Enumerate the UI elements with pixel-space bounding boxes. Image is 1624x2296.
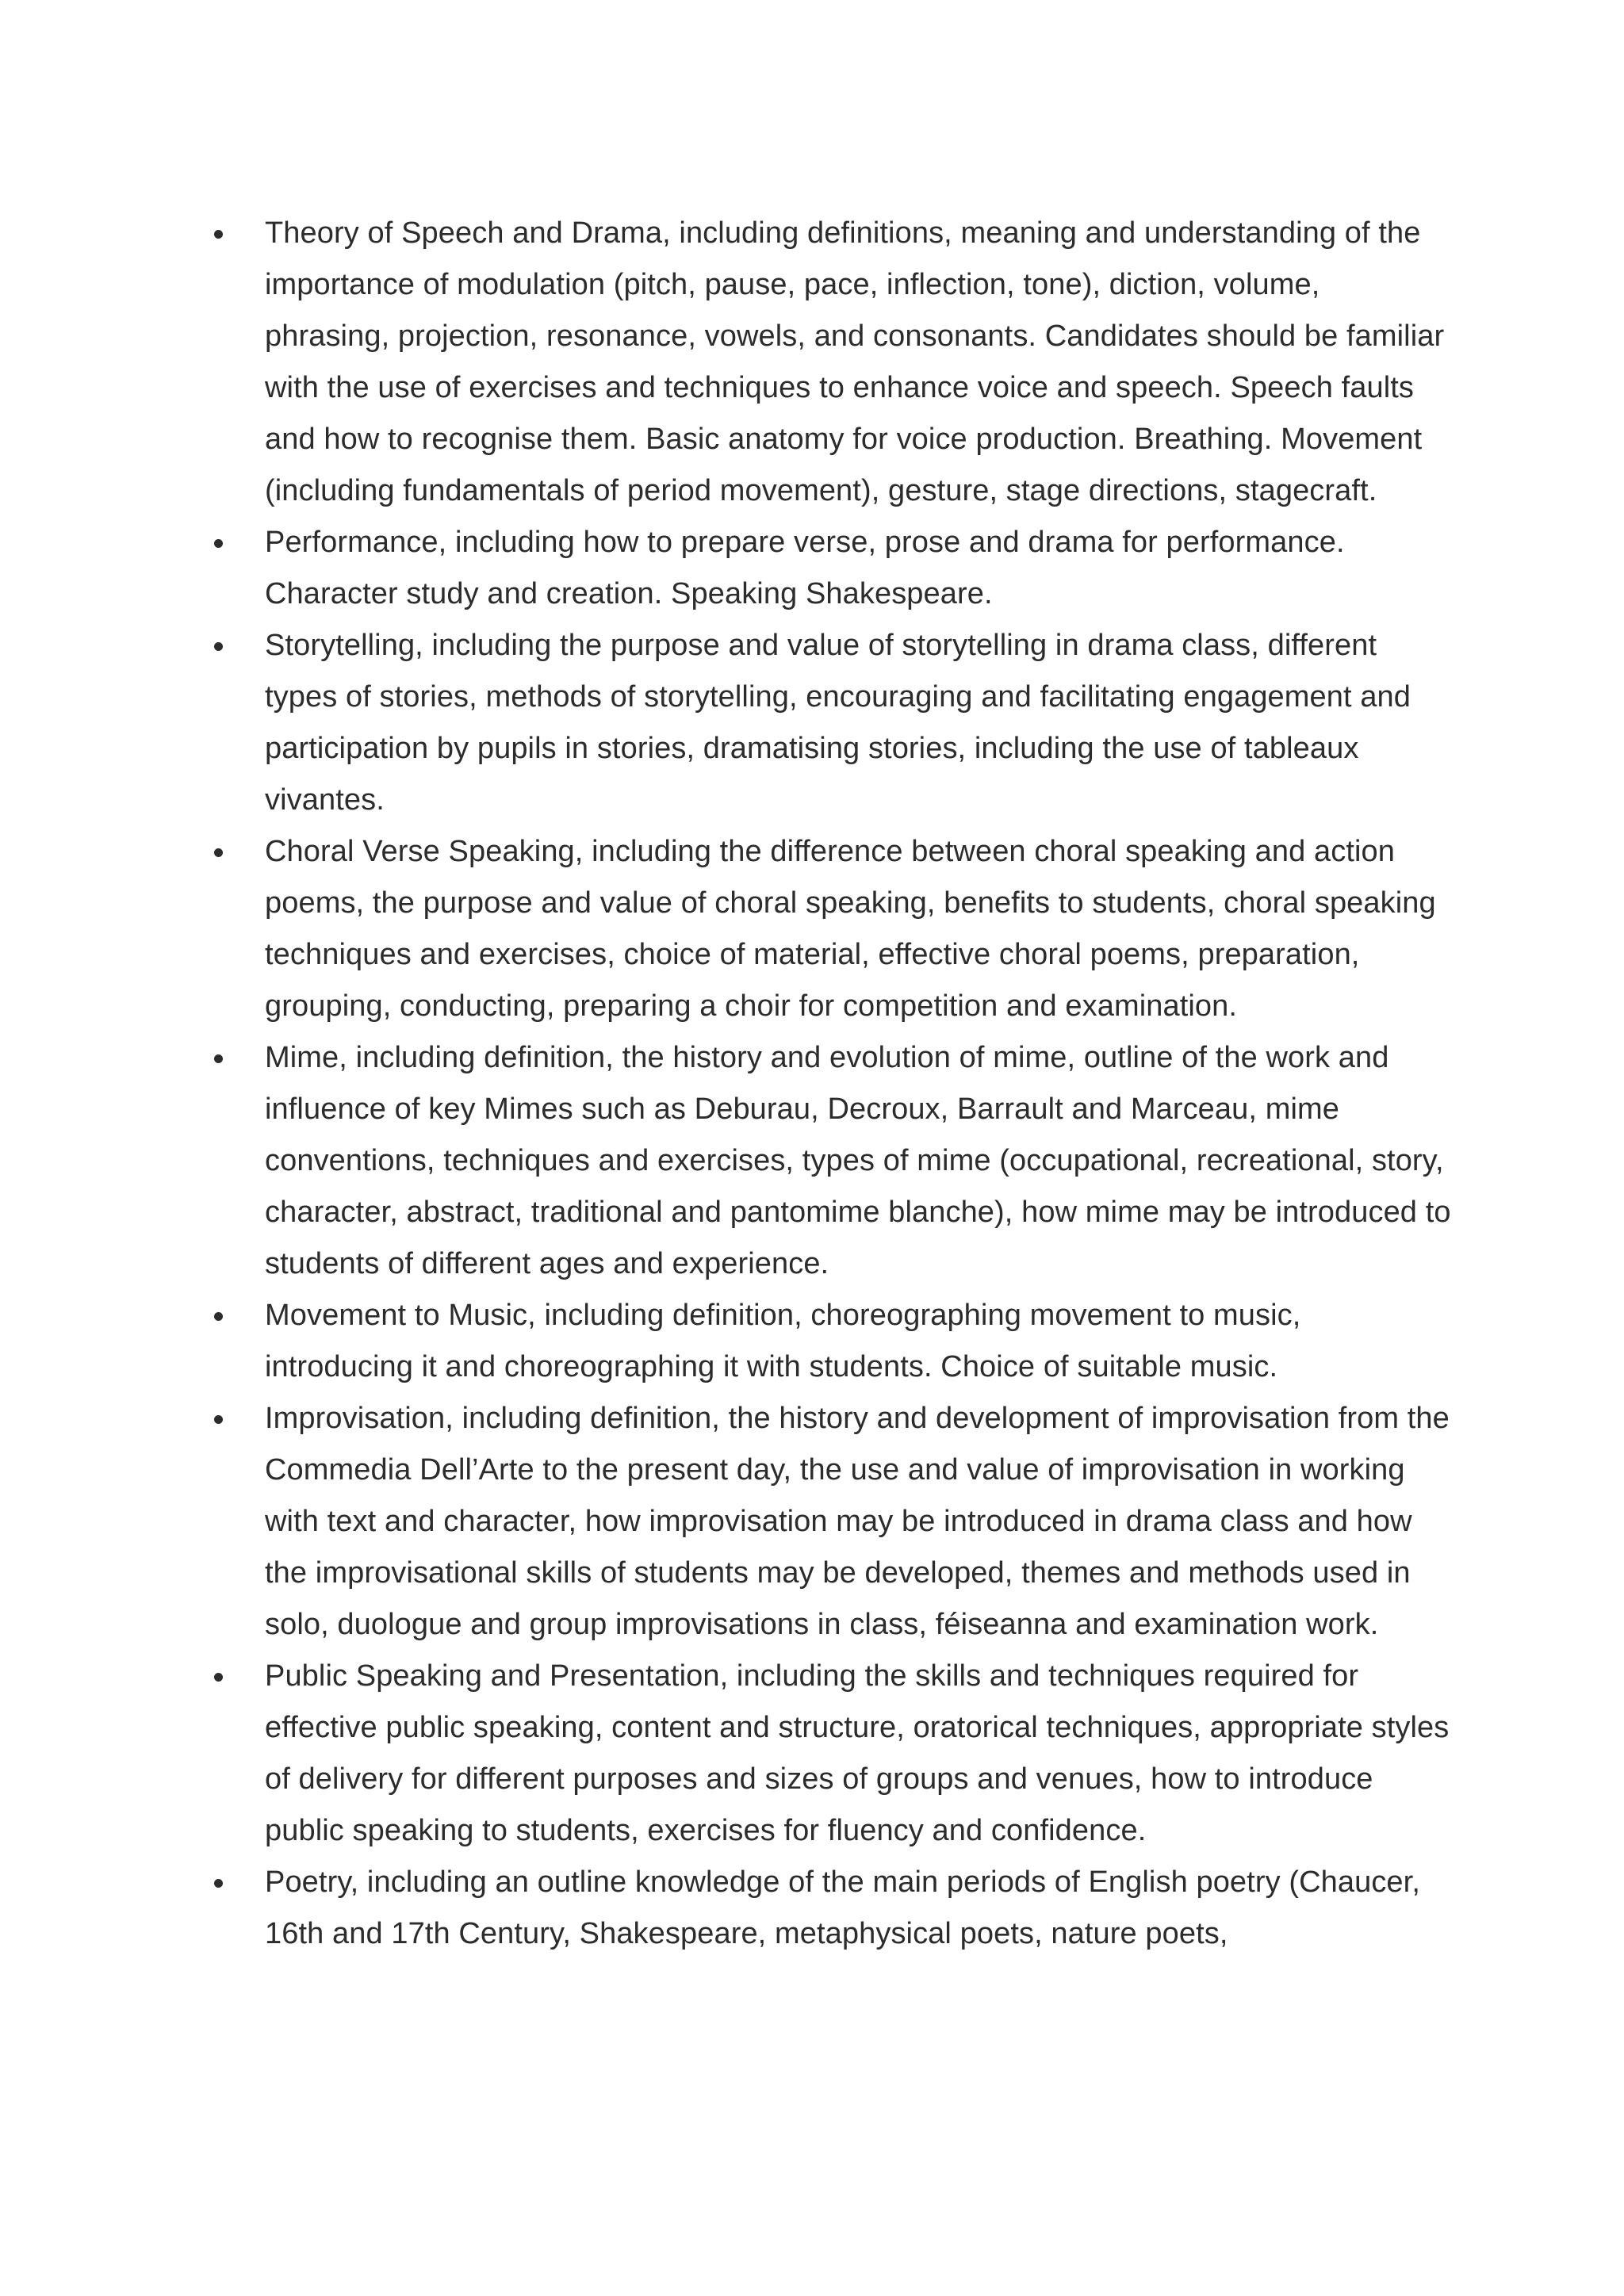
- bullet-icon: [214, 848, 223, 857]
- bullet-icon: [214, 1054, 223, 1063]
- bullet-icon: [214, 642, 223, 651]
- bullet-icon: [214, 1879, 223, 1888]
- list-item-text: Mime, including definition, the history and evolution of mime, outline of the work and influence of key Mimes such as Deburau, Decroux, Barrault and Marceau, mime conventions, techniques and exercises, types of mime (occupational, recreational, story, character, abstract, traditional and pantomime blanche), how mime may be introduced to students of different ages and experience.: [265, 1041, 1451, 1280]
- list-item-movement-to-music: [214, 1290, 1451, 1393]
- bullet-icon: [214, 230, 223, 239]
- bullet-icon: [214, 1312, 223, 1321]
- bullet-icon: [214, 1415, 223, 1424]
- list-item-mime: [214, 1032, 1451, 1290]
- list-item-text: Storytelling, including the purpose and value of storytelling in drama class, different types of stories, methods of storytelling, encouraging and facilitating engagement and participation by pupils in stories, dramatising stories, including the use of tableaux vivantes.: [265, 629, 1411, 817]
- list-item-text: Improvisation, including definition, the history and development of improvisation from the Commedia Dell’Arte to the present day, the use and value of improvisation in working with text and character, how improvisation may be introduced in drama class and how the improvisational skills of students may be developed, themes and methods used in solo, duologue and group improvisations in class, féiseanna and examination work.: [265, 1402, 1450, 1641]
- list-item-text: Performance, including how to prepare verse, prose and drama for performance. Character study and creation. Speaking Shakespeare.: [265, 526, 1345, 610]
- list-item-text: Theory of Speech and Drama, including definitions, meaning and understanding of the importance of modulation (pitch, pause, pace, inflection, tone), diction, volume, phrasing, projection, resonance, vowels, and consonants. Candidates should be familiar with the use of exercises and techniques to enhance voice and speech. Speech faults and how to recognise them. Basic anatomy for voice production. Breathing. Movement (including fundamentals of period movement), gesture, stage directions, stagecraft.: [265, 216, 1445, 507]
- list-item-public-speaking: [214, 1651, 1451, 1857]
- list-item-text: Poetry, including an outline knowledge of the main periods of English poetry (Chaucer, 16th and 17th Century, Shakespeare, metaphysical poets, nature poets,: [265, 1866, 1420, 1950]
- list-item-performance: [214, 517, 1451, 620]
- list-item-improvisation: [214, 1393, 1451, 1651]
- list-item-speech-drama-theory: [214, 208, 1451, 517]
- list-item-text: Movement to Music, including definition, choreographing movement to music, introducing it and choreographing it with students. Choice of suitable music.: [265, 1299, 1301, 1383]
- list-item-text: Choral Verse Speaking, including the difference between choral speaking and action poems, the purpose and value of choral speaking, benefits to students, choral speaking techniques and exercises, choice of material, effective choral poems, preparation, grouping, conducting, preparing a choir for competition and examination.: [265, 835, 1436, 1023]
- bullet-icon: [214, 1673, 223, 1682]
- list-item-text: Public Speaking and Presentation, including the skills and techniques required for effective public speaking, content and structure, oratorical techniques, appropriate styles of delivery for different purposes and sizes of groups and venues, how to introduce public speaking to students, exercises for fluency and confidence.: [265, 1659, 1450, 1847]
- bullet-icon: [214, 539, 223, 548]
- syllabus-bullet-list: [214, 208, 1451, 1960]
- list-item-poetry: [214, 1857, 1451, 1960]
- list-item-storytelling: [214, 620, 1451, 826]
- list-item-choral-verse-speaking: [214, 826, 1451, 1032]
